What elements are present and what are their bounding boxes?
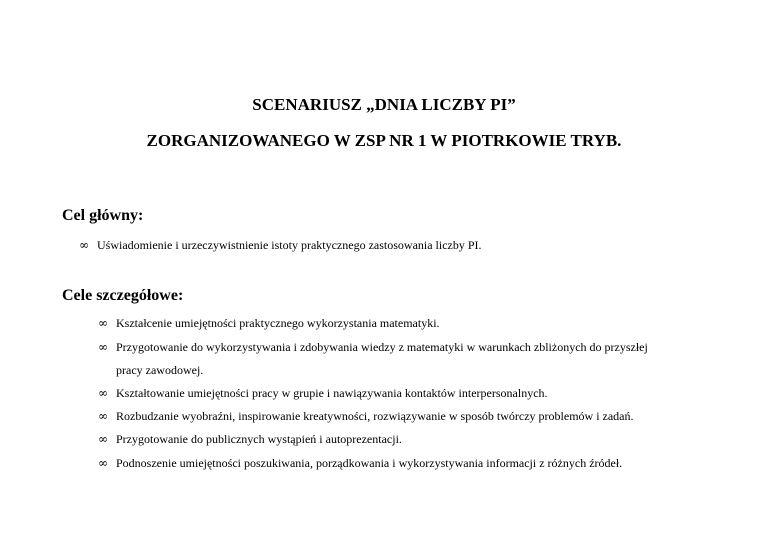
- main-goal-item: [79, 237, 482, 253]
- list-item-text: Przygotowanie do publicznych wystąpień i autoprezentacji.: [116, 432, 402, 446]
- infinity-bullet-icon: ∞: [98, 432, 108, 446]
- list-item-text: Rozbudzanie wyobraźni, inspirowanie kreatywności, rozwiązywanie w sposób twórczy problemów i zadań.: [116, 409, 634, 423]
- list-item-continuation: pracy zawodowej.: [116, 363, 204, 377]
- list-item-text: Kształtowanie umiejętności pracy w grupie i nawiązywania kontaktów interpersonalnych.: [116, 386, 548, 400]
- list-item: [98, 339, 648, 355]
- detailed-goals-heading: Cele szczegółowe:: [62, 287, 184, 304]
- list-item-text: Przygotowanie do wykorzystywania i zdobywania wiedzy z matematyki w warunkach zbliżonych do przyszłej: [116, 340, 648, 354]
- list-item: [98, 315, 440, 331]
- infinity-bullet-icon: ∞: [79, 238, 89, 252]
- list-item: [98, 455, 622, 471]
- main-goal-heading: Cel główny:: [62, 207, 144, 224]
- list-item-text: Podnoszenie umiejętności poszukiwania, porządkowania i wykorzystywania informacji z różnych źródeł.: [116, 456, 623, 470]
- infinity-bullet-icon: ∞: [98, 456, 108, 470]
- infinity-bullet-icon: ∞: [98, 409, 108, 423]
- infinity-bullet-icon: ∞: [98, 316, 108, 330]
- list-item: [98, 408, 634, 424]
- list-item: [98, 385, 548, 401]
- list-item-text: Kształcenie umiejętności praktycznego wykorzystania matematyki.: [116, 316, 440, 330]
- list-item: [98, 431, 402, 447]
- document-title-line-1: SCENARIUSZ „DNIA LICZBY PI”: [252, 95, 516, 114]
- infinity-bullet-icon: ∞: [98, 386, 108, 400]
- infinity-bullet-icon: ∞: [98, 340, 108, 354]
- document-title-line-2: ZORGANIZOWANEGO W ZSP NR 1 W PIOTRKOWIE TRYB.: [146, 131, 622, 150]
- main-goal-text: Uświadomienie i urzeczywistnienie istoty praktycznego zastosowania liczby PI.: [97, 238, 482, 252]
